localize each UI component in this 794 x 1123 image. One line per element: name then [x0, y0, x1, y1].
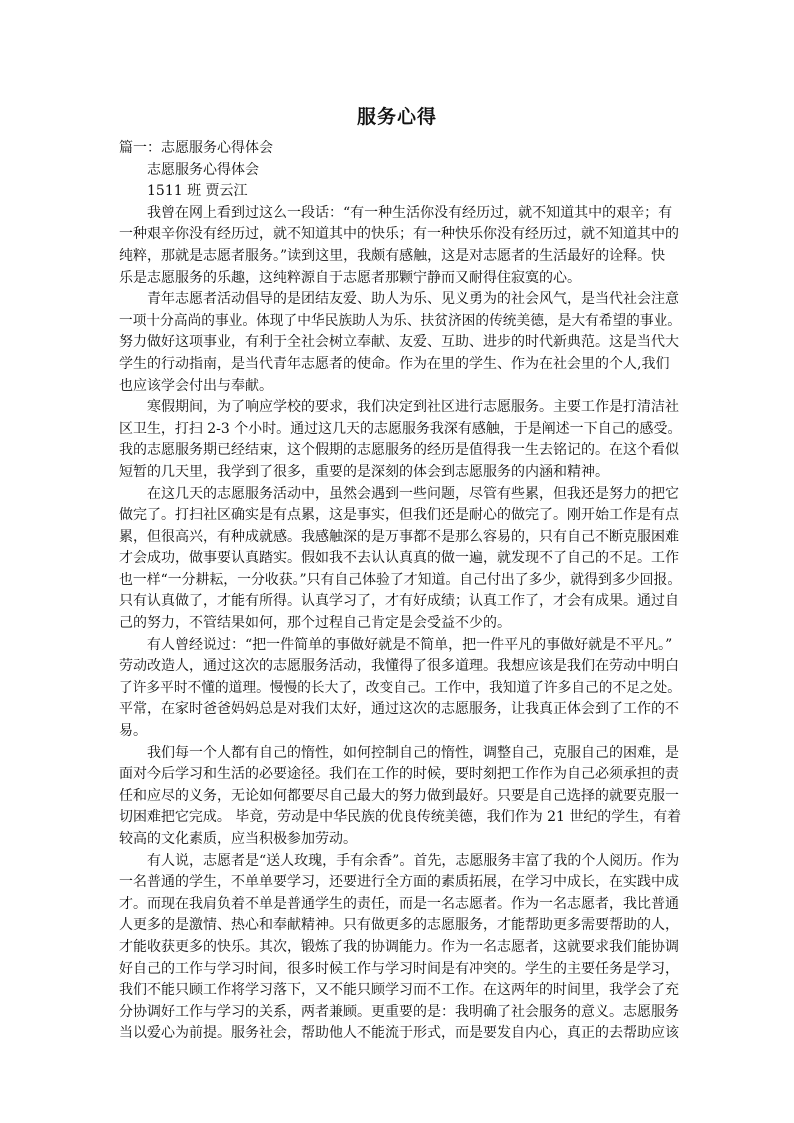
document-line: 在这几天的志愿服务活动中，虽然会遇到一些问题，尽管有些累，但我还是努力的把它	[147, 485, 679, 502]
document-line: 面对今后学习和生活的必要途径。我们在工作的时候，要时刻把工作作为自己必须承担的责	[119, 766, 679, 783]
document-line: 一项十分高尚的事业。体现了中华民族助人为乐、扶贫济困的传统美德，是大有希望的事业。	[119, 312, 681, 329]
document-line: 只有认真做了，才能有所得。认真学习了，才有好成绩；认真工作了，才会有成果。通过自	[119, 593, 679, 610]
document-line: 好自己的工作与学习时间，很多时候工作与学习时间是有冲突的。学生的主要任务是学习，	[119, 960, 679, 977]
document-line: 人更多的是激情、热心和奉献精神。只有做更多的志愿服务，才能帮助更多需要帮助的人，	[119, 917, 679, 934]
document-line: 青年志愿者活动倡导的是团结友爱、助人为乐、见义勇为的社会风气，是当代社会注意	[147, 291, 679, 308]
document-line: 才。而现在我肩负着不单是普通学生的责任，而是一名志愿者。作为一名志愿者，我比普通	[119, 895, 679, 912]
document-line: 己的努力，不管结果如何，那个过程自己肯定是会受益不少的。	[119, 615, 511, 632]
document-line: 我们每一个人都有自己的惰性，如何控制自己的惰性，调整自己，克服自己的困难，是	[147, 744, 679, 761]
document-line: 劳动改造人，通过这次的志愿服务活动，我懂得了很多道理。我想应该是我们在劳动中明白	[119, 658, 679, 675]
document-line: 我的志愿服务期已经结束，这个假期的志愿服务的经历是值得我一生去铭记的。在这个看似	[119, 442, 679, 459]
document-line: 做完了。打扫社区确实是有点累，这是事实，但我们还是耐心的做完了。刚开始工作是有点	[119, 507, 679, 524]
document-line: 我曾在网上看到过这么一段话：“有一种生活你没有经历过，就不知道其中的艰辛；有	[147, 204, 673, 221]
document-line: 平常，在家时爸爸妈妈总是对我们太好，通过这次的志愿服务，让我真正体会到了工作的不	[119, 701, 679, 718]
document-line: 我们不能只顾工作将学习落下，又不能只顾学习而不工作。在这两年的时间里，我学会了充	[119, 982, 679, 999]
document-line: 切困难把它完成。 毕竟，劳动是中华民族的优良传统美德，我们作为 21 世纪的学生，有着	[119, 809, 681, 826]
document-line: 1511 班 贾云江	[147, 183, 248, 200]
document-line: 才能收获更多的快乐。其次，锻炼了我的协调能力。作为一名志愿者，这就要求我们能协调	[119, 938, 679, 955]
document-line: 也应该学会付出与奉献。	[119, 377, 273, 394]
document-title: 服务心得	[356, 106, 437, 128]
document-line: 纯粹，那就是志愿者服务。”读到这里，我颇有感触，这是对志愿者的生活最好的诠释。快	[119, 247, 666, 264]
document-line: 区卫生，打扫 2-3 个小时。通过这几天的志愿服务我深有感触，于是阐述一下自己的感受。	[119, 420, 681, 437]
document-line: 志愿服务心得体会	[147, 161, 259, 178]
document-line: 了许多平时不懂的道理。慢慢的长大了，改变自己。工作中，我知道了许多自己的不足之处。	[119, 679, 681, 696]
document-line: 寒假期间，为了响应学校的要求，我们决定到社区进行志愿服务。主要工作是打清洁社	[147, 399, 679, 416]
document-line: 一名普通的学生，不单单要学习，还要进行全方面的素质拓展，在学习中成长，在实践中成	[119, 874, 679, 891]
document-line: 学生的行动指南，是当代青年志愿者的使命。作为在里的学生、作为在社会里的个人,我们	[119, 355, 670, 372]
document-line: 才会成功，做事要认真踏实。假如我不去认认真真的做一遍，就发现不了自己的不足。工作	[119, 550, 679, 567]
document-body	[119, 138, 681, 1045]
document-line: 努力做好这项事业，有利于全社会树立奉献、友爱、互助、进步的时代新典范。这是当代大	[119, 334, 679, 351]
document-line: 乐是志愿服务的乐趣，这纯粹源自于志愿者那颗宁静而又耐得住寂寞的心。	[119, 269, 581, 286]
document-line: 易。	[119, 723, 147, 740]
document-line: 累，但很高兴，有种成就感。我感触深的是万事都不是那么容易的，只有自己不断克服困难	[119, 528, 679, 545]
document-line: 也一样“一分耕耘，一分收获。”只有自己体验了才知道。自己付出了多少，就得到多少回报。	[119, 571, 681, 588]
document-line: 有人说，志愿者是“送人玫瑰，手有余香”。首先，志愿服务丰富了我的个人阅历。作为	[147, 852, 680, 869]
document-line: 较高的文化素质，应当积极参加劳动。	[119, 831, 357, 847]
document-line: 有人曾经说过：“把一件简单的事做好就是不简单，把一件平凡的事做好就是不平凡。”	[147, 636, 673, 653]
document-line: 篇一：志愿服务心得体会	[119, 140, 273, 156]
document-line: 当以爱心为前提。服务社会，帮助他人不能流于形式，而是要发自内心，真正的去帮助应该	[119, 1025, 679, 1042]
document-line: 分协调好工作与学习的关系，两者兼顾。更重要的是：我明确了社会服务的意义。志愿服务	[119, 1003, 679, 1020]
document-line: 短暂的几天里，我学到了很多，重要的是深刻的体会到志愿服务的内涵和精神。	[119, 463, 609, 480]
document-line: 任和应尽的义务，无论如何都要尽自己最大的努力做到最好。只要是自己选择的就要克服一	[119, 787, 679, 804]
document-line: 一种艰辛你没有经历过，就不知道其中的快乐；有一种快乐你没有经历过，就不知道其中的	[119, 226, 679, 243]
